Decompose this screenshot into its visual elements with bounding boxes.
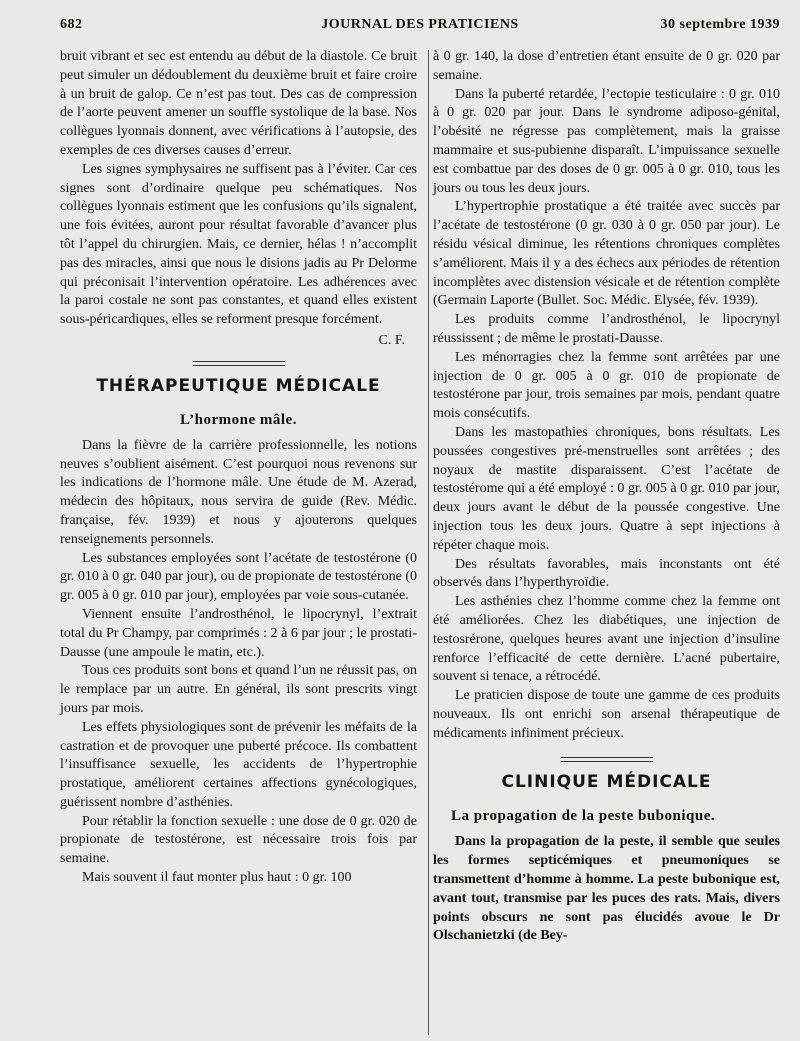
paragraph: Dans la puberté retardée, l’ectopie testiculaire : 0 gr. 010 à 0 gr. 020 par jour. Dans le syndrome adiposo-génital, l’obésité ne régresse pas complètement, mais la graisse mammaire et sus-pubienne disparaît. L’impuissance sexuelle est combattue par des doses de 0 gr. 005 à 0 gr. 010, tous les jours ou tous les deux jours. <box>433 86 780 196</box>
paragraph: Les produits comme l’androsthénol, le lipocrynyl réussissent ; de même le prostati-Dausse. <box>433 312 780 346</box>
paragraph: Tous ces produits sont bons et quand l’un ne réussit pas, on le remplace par un autre. En général, ils sont prescrits vingt jours par mois. <box>60 663 417 716</box>
section-divider <box>561 757 653 762</box>
page-number: 682 <box>60 17 83 32</box>
paragraph: L’hypertrophie prostatique a été traitée avec succès par l’acétate de testostérone (0 gr. 030 à 0 gr. 050 par jour). Le résidu vésical diminue, les rétentions chroniques complètes s’améliorent. Mais il y a des échecs aux périodes de rétention incomplètes avec distension vésicale et de rétention complète (Germain Laporte (Bullet. Soc. Médic. Elysée, fév. 1939). <box>433 199 780 309</box>
paragraph: Viennent ensuite l’androsthénol, le lipocrynyl, l’extrait total du Pr Champy, par comprimés : 2 à 6 par jour ; le prostati-Dausse (une ampoule le matin, etc.). <box>60 606 417 660</box>
paragraph: Les asthénies chez l’homme comme chez la femme ont été améliorées. Chez les diabétiques, une injection de testosrérone, quelques heures avant une injection d’insuline renforce l’efficacité de cette dernière. L’acné pubertaire, souvent si tenace, a rétrocédé. <box>433 594 780 685</box>
paragraph: à 0 gr. 140, la dose d’entretien étant ensuite de 0 gr. 020 par semaine. <box>433 49 780 83</box>
paragraph: Mais souvent il faut monter plus haut : 0 gr. 100 <box>82 870 352 886</box>
article-title-peste: La propagation de la peste bubonique. <box>451 808 716 825</box>
section-title-clinique: CLINIQUE MÉDICALE <box>501 772 712 793</box>
paragraph: bruit vibrant et sec est entendu au début de la diastole. Ce bruit peut simuler un dédoublement du deuxième bruit et faire croire à un bruit de galop. Ce n’est pas tout. Des cas de compression de l’aorte peuvent amener un souffle systolique de la base. Nos collègues lyonnais donnent, avec vérifications à l’autopsie, des exemples de ces diverses causes d’erreur. <box>60 49 417 158</box>
issue-date: 30 septembre 1939 <box>660 17 780 32</box>
section-title-therapeutique: THÉRAPEUTIQUE MÉDICALE <box>96 375 381 396</box>
signature: C. F. <box>378 332 405 348</box>
right-column <box>433 48 780 946</box>
paragraph: Les ménorragies chez la femme sont arrêtées par une injection de 0 gr. 005 à 0 gr. 010 de propionate de testostérone par jour, trois semaines par mois, pendant quatre mois consécutifs. <box>433 349 780 422</box>
paragraph: Les substances employées sont l’acétate de testostérone (0 gr. 010 à 0 gr. 040 par jour), ou de propionate de testostérone (0 gr. 005 à 0 gr. 010 par jour), employées par voie sous-cutanée. <box>60 550 417 604</box>
section-divider <box>193 361 285 366</box>
column-divider <box>428 50 429 1035</box>
page-header <box>60 17 780 37</box>
paragraph: Dans la fièvre de la carrière professionnelle, les notions neuves s’oublient aisément. C’est pourquoi nous revenons sur les indications de l’hormone mâle. Une étude de M. Azerad, médecin des hôpitaux, nous servira de guide (Rev. Médic. française, fév. 1939) et nous y ajouterons quelques renseignements personnels. <box>60 437 417 547</box>
paragraph: Des résultats favorables, mais inconstants ont été observés dans l’hyperthyroïdie. <box>433 556 780 591</box>
left-column <box>60 48 417 888</box>
paragraph: Les signes symphysaires ne suffisent pas à l’éviter. Car ces signes sont d’ordinaire quelque peu schématiques. Nos collègues lyonnais estiment que les confusions qu’ils signalent, une fois évitées, auront pour résultat favorable d’avancer plus tôt l’appel du chirurgien. Mais, ce dernier, hélas ! n’accomplit pas des miracles, ainsi que nous le disions jadis au Pr Delorme qui préconisait l’intervention opératoire. Les adhérences avec la paroi costale ne sont pas constantes, et quand elles existent sous-péricardiques, elles se reforment presque forcément. <box>60 161 417 328</box>
article-title-hormone: L’hormone mâle. <box>180 411 297 428</box>
paragraph: Le praticien dispose de toute une gamme de ces produits nouveaux. Ils ont enrichi son arsenal thérapeutique de médicaments infiniment précieux. <box>433 688 780 741</box>
journal-title: JOURNAL DES PRATICIENS <box>321 17 519 32</box>
paragraph: Dans la propagation de la peste, il semble que seules les formes septicémiques et pneumoniques se transmettent d’homme à homme. La peste bubonique est, avant tout, transmise par les puces des rats. Mais, divers points obscurs ne sont pas élucidés avoue le Dr Olschanietzki (de Bey- <box>433 834 780 944</box>
paragraph: Les effets physiologiques sont de prévenir les méfaits de la castration et de provoquer une puberté précoce. Ils combattent l’insuffisance sexuelle, les accidents de l’hypertrophie prostatique, améliorent certaines affections gynécologiques, guérissent nombre d’asthénies. <box>60 719 417 810</box>
paragraph: Dans les mastopathies chroniques, bons résultats. Les poussées congestives pré-menstruelles sont arrêtées ; des noyaux de mastite disparaissent. C’est l’acétate de testostérome qui a été employé : 0 gr. 005 à 0 gr. 010 par jour, deux jours avant le début de la poussée congestive. Une injection tous les deux jours. Quatre à sept injections à répéter chaque mois. <box>433 424 780 553</box>
paragraph: Pour rétablir la fonction sexuelle : une dose de 0 gr. 020 de propionate de testostérone, est nécessaire trois fois par semaine. <box>60 813 417 867</box>
